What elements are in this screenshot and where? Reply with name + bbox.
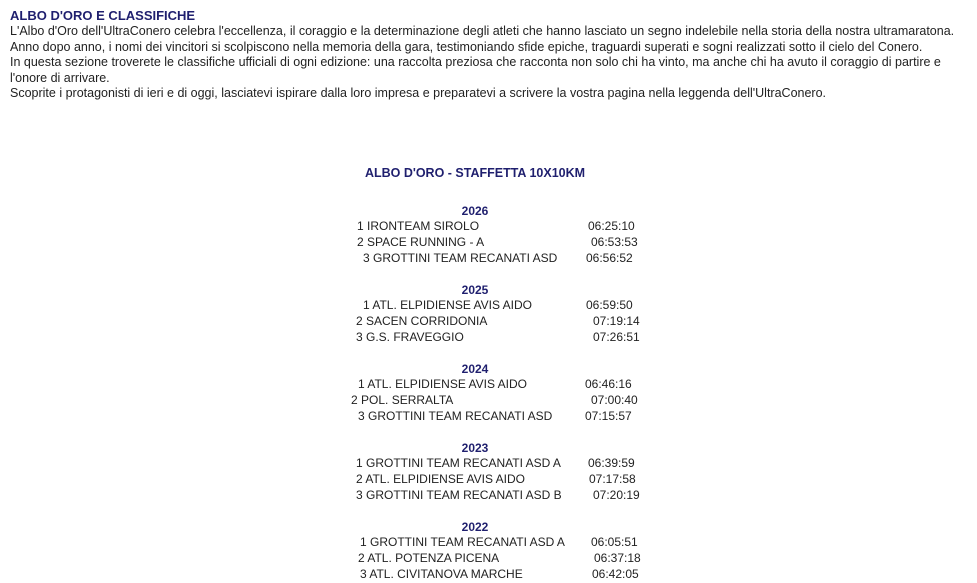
team-name: 2 SACEN CORRIDONIA [356,313,488,328]
finish-time: 06:46:16 [585,377,632,391]
edition-block [0,519,950,582]
result-row [0,219,950,235]
team-name: 1 ATL. ELPIDIENSE AVIS AIDO [363,298,532,312]
team-name: 1 GROTTINI TEAM RECANATI ASD A [356,456,561,470]
intro-section [10,8,975,102]
finish-time: 07:19:14 [593,313,640,328]
result-row [0,298,950,314]
result-row [0,551,950,567]
team-name: 3 GROTTINI TEAM RECANATI ASD [363,250,558,265]
team-name: 1 ATL. ELPIDIENSE AVIS AIDO [358,377,527,391]
result-row [0,251,950,267]
finish-time: 06:42:05 [592,566,639,581]
finish-time: 07:17:58 [589,471,636,486]
result-row [0,377,950,393]
result-row [0,409,950,425]
intro-paragraph: In questa sezione troverete le classifiche ufficiali di ogni edizione: una raccolta preziosa che racconta non solo chi ha vinto, ma anche chi ha avuto il coraggio di partire e l'onore di arrivare. [10,55,941,85]
intro-paragraph: L'Albo d'Oro dell'UltraConero celebra l'eccellenza, il coraggio e la determinazione degli atleti che hanno lasciato un segno indelebile nella storia della nostra ultramaratona. [10,24,955,38]
finish-time: 06:59:50 [586,298,633,312]
edition-block [0,440,950,503]
team-name: 2 SPACE RUNNING - A [357,234,485,249]
team-name: 3 G.S. FRAVEGGIO [356,329,464,344]
result-row [0,535,950,551]
result-row [0,456,950,472]
finish-time: 07:15:57 [585,408,632,423]
finish-time: 06:25:10 [588,219,635,233]
section-title: ALBO D'ORO - STAFFETTA 10X10KM [364,166,586,180]
team-name: 3 ATL. CIVITANOVA MARCHE [360,566,523,581]
result-row [0,567,950,583]
team-name: 3 GROTTINI TEAM RECANATI ASD B [356,487,562,502]
finish-time: 06:39:59 [588,456,635,470]
intro-paragraph: Anno dopo anno, i nomi dei vincitori si scolpiscono nella memoria della gara, testimoniando sfide epiche, traguardi superati e sogni realizzati sotto il cielo del Conero. [10,39,923,54]
finish-time: 06:05:51 [591,535,638,549]
result-row [0,235,950,251]
finish-time: 06:37:18 [594,550,641,565]
intro-paragraph: Scoprite i protagonisti di ieri e di oggi, lasciatevi ispirare dalla loro impresa e preparatevi a scrivere la vostra pagina nella leggenda dell'UltraConero. [10,86,827,100]
edition-year: 2026 [461,204,489,218]
team-name: 2 POL. SERRALTA [351,392,454,407]
finish-time: 07:20:19 [593,487,640,502]
team-name: 2 ATL. POTENZA PICENA [358,550,500,565]
edition-year: 2025 [461,283,489,297]
result-row [0,472,950,488]
edition-year: 2023 [461,441,489,455]
finish-time: 07:26:51 [593,329,640,344]
team-name: 1 IRONTEAM SIROLO [357,219,480,233]
page-title: ALBO D'ORO E CLASSIFICHE [10,8,196,23]
edition-year: 2024 [461,362,489,376]
team-name: 1 GROTTINI TEAM RECANATI ASD A [360,535,565,549]
team-name: 2 ATL. ELPIDIENSE AVIS AIDO [356,471,525,486]
edition-block [0,282,950,345]
finish-time: 06:53:53 [591,234,638,249]
team-name: 3 GROTTINI TEAM RECANATI ASD [358,408,553,423]
edition-block [0,203,950,266]
edition-year: 2022 [461,520,489,534]
finish-time: 07:00:40 [591,392,638,407]
result-row [0,393,950,409]
finish-time: 06:56:52 [586,250,633,265]
result-row [0,330,950,346]
result-row [0,314,950,330]
result-row [0,488,950,504]
edition-block [0,361,950,424]
